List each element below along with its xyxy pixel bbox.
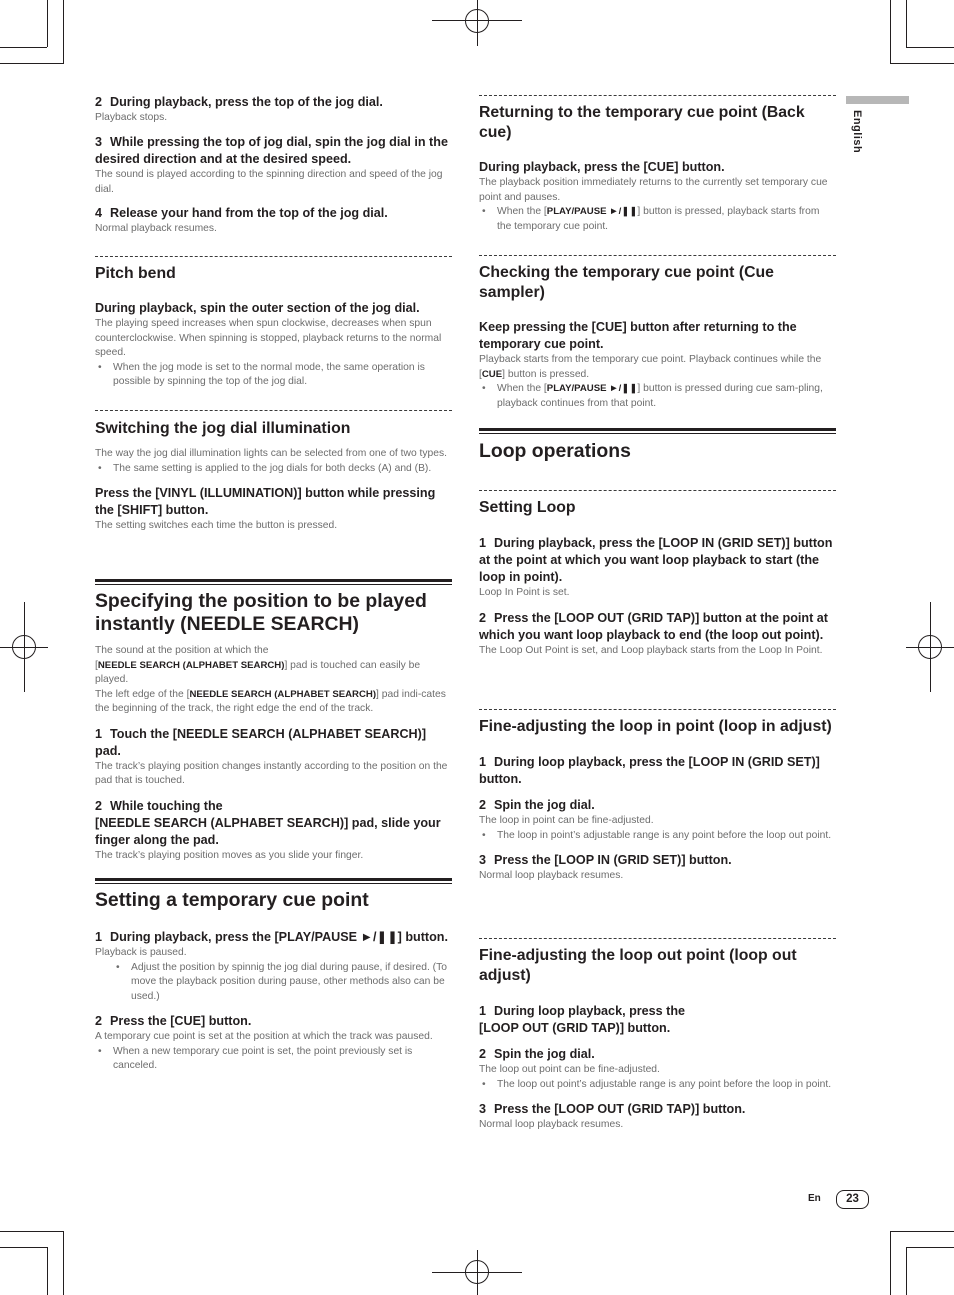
section-divider: [479, 709, 836, 710]
description: The playing speed increases when spun clockwise, decreases when spun counterclockwise. When spinning is stopped, playback returns to the normal speed.: [95, 318, 442, 358]
bullet-note: • The loop in point’s adjustable range is any point before the loop out point.: [479, 829, 836, 844]
heading-rule: [95, 579, 452, 585]
bullet-note: • When the [PLAY/PAUSE ►/❚❚] button is pressed during cue sam-pling, playback continues from that point.: [479, 382, 836, 411]
section-divider: [479, 938, 836, 939]
step-title: During playback, press the top of the jog dial.: [110, 95, 383, 109]
section-divider: [479, 490, 836, 491]
language-tab-bar: [846, 96, 909, 104]
section-heading: Switching the jog dial illumination: [95, 420, 351, 437]
illumination-section: [95, 419, 452, 534]
step-description: Normal loop playback resumes.: [479, 870, 624, 881]
section-heading: Returning to the temporary cue point (Back cue): [479, 104, 805, 141]
step-description: The Loop Out Point is set, and Loop playback starts from the Loop In Point.: [479, 644, 823, 656]
setting-loop-section: [479, 498, 836, 658]
step-title: During loop playback, press the: [494, 1004, 686, 1018]
step-title: Release your hand from the top of the jog dial.: [110, 206, 388, 220]
step-description: The loop in point can be fine-adjusted.: [479, 815, 654, 826]
back-cue-section: [479, 103, 836, 234]
step-number: 1: [479, 755, 487, 769]
step-description: The sound is played according to the spinning direction and speed of the jog dial.: [95, 169, 443, 195]
bullet-note: • The same setting is applied to the jog dials for both decks (A) and (B).: [95, 462, 452, 477]
loop-operations-heading: [479, 440, 836, 463]
step-title: Spin the jog dial.: [494, 798, 595, 812]
pitch-bend-section: [95, 264, 452, 390]
step-number: 1: [479, 536, 487, 550]
step-description: The track’s playing position moves as you slide your finger.: [95, 849, 364, 861]
step-description: The loop out point can be fine-adjusted.: [479, 1064, 660, 1075]
language-tab-label: English: [851, 110, 863, 154]
step-number: 2: [95, 798, 103, 813]
step-release-hand: [95, 205, 452, 237]
section-heading: Checking the temporary cue point (Cue sampler): [479, 264, 774, 301]
step-description: Playback stops.: [95, 112, 168, 123]
bullet-note: • When a new temporary cue point is set, the point previously set is canceled.: [95, 1045, 452, 1074]
description: The setting switches each time the button is pressed.: [95, 520, 338, 531]
bullet-note: • The loop out point’s adjustable range is any point before the loop in point.: [479, 1078, 836, 1093]
section-divider: [95, 410, 452, 411]
section-heading: Setting Loop: [479, 499, 576, 516]
description: The playback position immediately returns to the currently set temporary cue point and pauses.: [479, 177, 828, 203]
step-description: Normal loop playback resumes.: [479, 1119, 624, 1130]
instruction: During playback, spin the outer section of the jog dial.: [95, 301, 420, 315]
loop-in-adjust-section: [479, 717, 836, 884]
step-number: 1: [95, 726, 103, 741]
step-number: 3: [95, 135, 103, 149]
step-number: 2: [479, 610, 487, 625]
section-divider: [479, 255, 836, 256]
step-number: 2: [479, 798, 487, 812]
step-title: During playback, press the [PLAY/PAUSE ►/❚❚] button.: [110, 930, 448, 944]
section-heading: Fine-adjusting the loop out point (loop out adjust): [479, 947, 797, 984]
step-description: Playback is paused.: [95, 947, 187, 958]
bullet-note: • Adjust the position by spinnig the jog dial during pause, if desired. (To move the playback position during pause, other methods also can be used.): [95, 961, 452, 1005]
step-number: 3: [479, 853, 487, 867]
step-description: Normal playback resumes.: [95, 223, 217, 234]
section-heading: Loop operations: [479, 440, 631, 462]
step-title: [LOOP OUT (GRID TAP)] button.: [479, 1021, 671, 1035]
description: The way the jog dial illumination lights can be selected from one of two types.: [95, 448, 447, 459]
step-description: Loop In Point is set.: [479, 587, 570, 598]
heading-rule: [479, 428, 836, 434]
step-title: Press the [LOOP OUT (GRID TAP)] button.: [494, 1102, 746, 1116]
step-title: Touch the [NEEDLE SEARCH (ALPHABET SEARCH)] pad.: [95, 726, 427, 758]
bullet-note: • When the [PLAY/PAUSE ►/❚❚] button is pressed, playback starts from the temporary cue point.: [479, 205, 836, 234]
section-divider: [95, 256, 452, 257]
description: Playback starts from the temporary cue point. Playback continues while the [CUE] button is pressed.: [479, 354, 822, 380]
step-spin-jog: [95, 134, 452, 197]
step-number: 2: [95, 1014, 103, 1028]
loop-out-adjust-section: [479, 946, 836, 1133]
section-heading: Fine-adjusting the loop in point (loop in adjust): [479, 718, 832, 735]
section-heading: Specifying the position to be played instantly (NEEDLE SEARCH): [95, 590, 427, 635]
instruction: Keep pressing the [CUE] button after returning to the temporary cue point.: [479, 320, 797, 351]
step-title: Press the [LOOP IN (GRID SET)] button.: [494, 853, 732, 867]
step-title: While pressing the top of jog dial, spin the jog dial in the desired direction and at the desired speed.: [95, 135, 448, 166]
needle-search-section: [95, 590, 452, 863]
page-number: 23: [836, 1190, 869, 1209]
step-title: Press the [LOOP OUT (GRID TAP)] button at the point at which you want loop playback to end (the loop out point).: [479, 610, 828, 642]
step-title: Spin the jog dial.: [494, 1047, 595, 1061]
instruction: During playback, press the [CUE] button.: [479, 160, 725, 174]
step-title: [NEEDLE SEARCH (ALPHABET SEARCH)] pad, slide your finger along the pad.: [95, 815, 441, 847]
step-number: 2: [479, 1047, 487, 1061]
step-number: 1: [95, 930, 103, 944]
needle-intro-1: The sound at the position at which the [NEEDLE SEARCH (ALPHABET SEARCH)] pad is touched can easily be played.: [95, 645, 421, 685]
step-number: 1: [479, 1004, 487, 1018]
bullet-note: • When the jog mode is set to the normal mode, the same operation is possible by spinning the top of the jog dial.: [95, 361, 452, 390]
instruction: Press the [VINYL (ILLUMINATION)] button while pressing the [SHIFT] button.: [95, 486, 436, 517]
step-title: During loop playback, press the [LOOP IN (GRID SET)] button.: [479, 755, 820, 786]
section-heading: Setting a temporary cue point: [95, 889, 369, 911]
step-number: 2: [95, 95, 103, 109]
language-code: En: [808, 1193, 821, 1204]
step-description: The track’s playing position changes instantly according to the position on the pad that is touched.: [95, 760, 448, 786]
step-number: 3: [479, 1102, 487, 1116]
step-press-top: [95, 94, 452, 126]
step-description: A temporary cue point is set at the position at which the track was paused.: [95, 1031, 433, 1042]
step-title: While touching the: [110, 798, 223, 813]
step-title: Press the [CUE] button.: [110, 1014, 252, 1028]
cue-sampler-section: [479, 263, 836, 411]
needle-intro-2: The left edge of the [NEEDLE SEARCH (ALPHABET SEARCH)] pad indi-cates the beginning of the track, the right edge the end of the track.: [95, 688, 446, 714]
section-heading: Pitch bend: [95, 265, 176, 282]
section-divider: [479, 95, 836, 96]
temp-cue-section: [95, 889, 452, 1074]
step-title: During playback, press the [LOOP IN (GRID SET)] button at the point at which you want loop playback to start (the loop in point).: [479, 536, 833, 584]
heading-rule: [95, 878, 452, 884]
step-number: 4: [95, 206, 103, 220]
